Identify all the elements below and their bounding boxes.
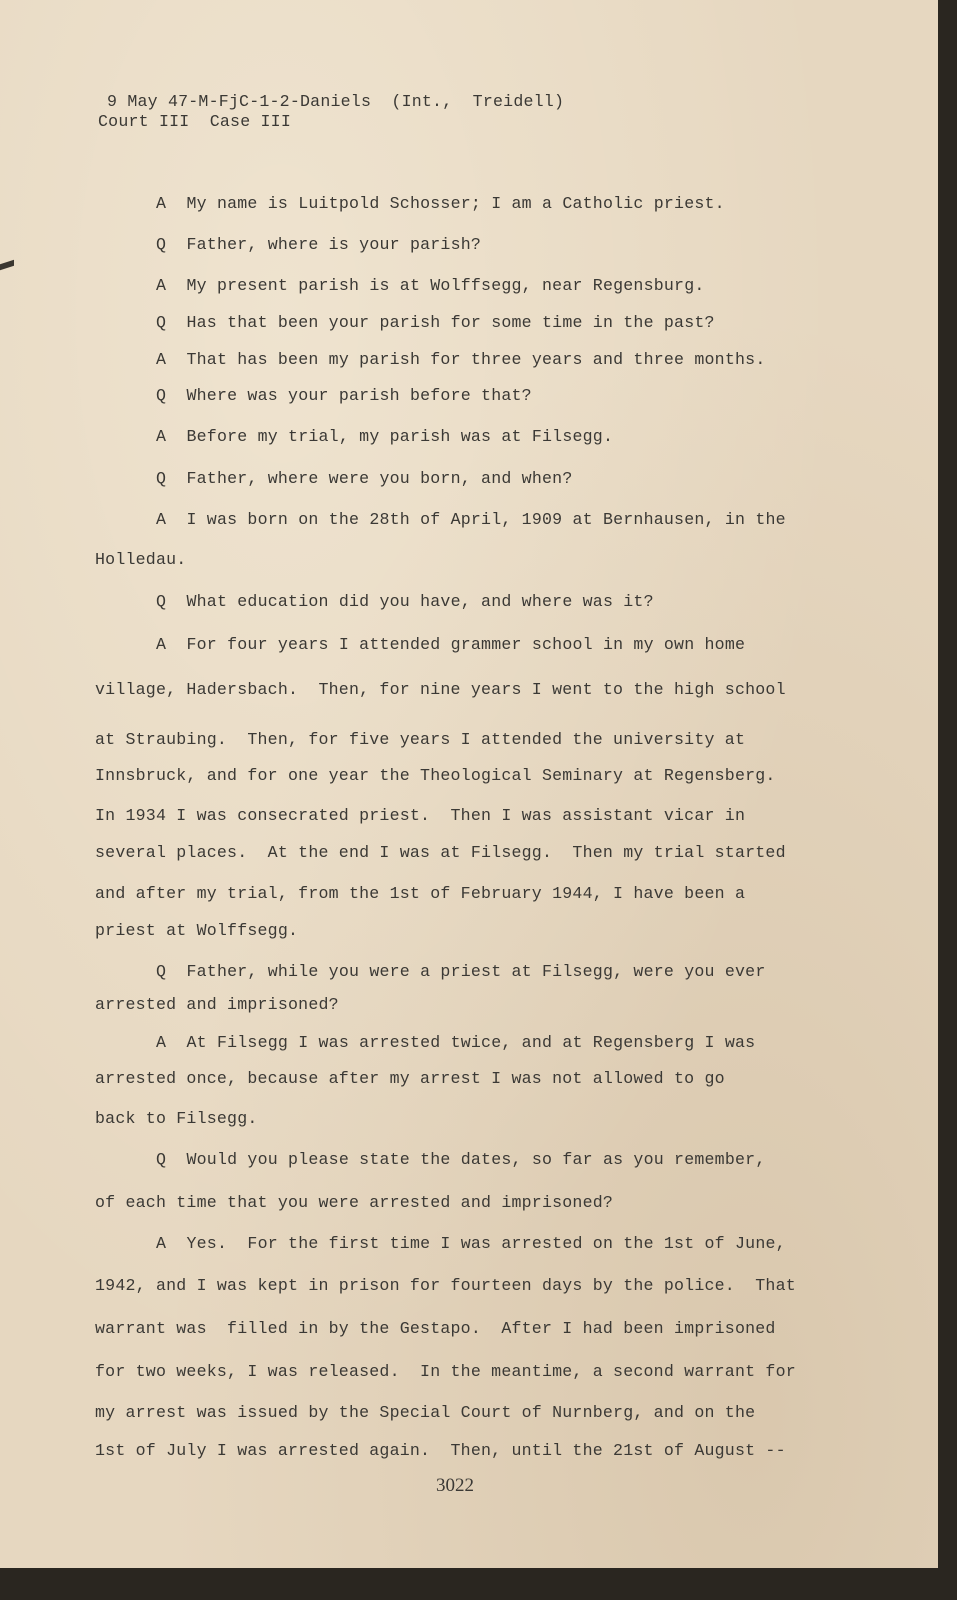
- header-line-1: 9 May 47-M-FjC-1-2-Daniels (Int., Treidell): [107, 92, 565, 111]
- transcript-line: 1st of July I was arrested again. Then, until the 21st of August --: [95, 1441, 786, 1460]
- margin-mark: [0, 260, 14, 271]
- transcript-line: back to Filsegg.: [95, 1109, 258, 1128]
- transcript-line: A That has been my parish for three years and three months.: [156, 350, 766, 369]
- transcript-line: Q Father, while you were a priest at Filsegg, were you ever: [156, 962, 766, 981]
- page-number: 3022: [436, 1475, 474, 1496]
- transcript-line: A Before my trial, my parish was at Filsegg.: [156, 427, 614, 446]
- transcript-line: arrested and imprisoned?: [95, 995, 339, 1014]
- transcript-line: Q Has that been your parish for some time in the past?: [156, 313, 715, 332]
- transcript-line: village, Hadersbach. Then, for nine years I went to the high school: [95, 680, 786, 699]
- transcript-line: A At Filsegg I was arrested twice, and at Regensberg I was: [156, 1033, 756, 1052]
- transcript-line: Q Where was your parish before that?: [156, 386, 532, 405]
- transcript-line: my arrest was issued by the Special Court of Nurnberg, and on the: [95, 1403, 756, 1422]
- transcript-line: Q What education did you have, and where was it?: [156, 592, 654, 611]
- transcript-line: Q Father, where were you born, and when?: [156, 469, 573, 488]
- transcript-line: several places. At the end I was at Filsegg. Then my trial started: [95, 843, 786, 862]
- transcript-line: Q Would you please state the dates, so far as you remember,: [156, 1150, 766, 1169]
- transcript-line: and after my trial, from the 1st of February 1944, I have been a: [95, 884, 746, 903]
- transcript-line: A My present parish is at Wolffsegg, near Regensburg.: [156, 276, 705, 295]
- transcript-line: of each time that you were arrested and imprisoned?: [95, 1193, 614, 1212]
- transcript-line: warrant was filled in by the Gestapo. After I had been imprisoned: [95, 1319, 776, 1338]
- transcript-line: 1942, and I was kept in prison for fourteen days by the police. That: [95, 1276, 796, 1295]
- transcript-line: Q Father, where is your parish?: [156, 235, 482, 254]
- transcript-line: arrested once, because after my arrest I was not allowed to go: [95, 1069, 725, 1088]
- transcript-line: A For four years I attended grammer school in my own home: [156, 635, 746, 654]
- transcript-line: Holledau.: [95, 550, 187, 569]
- transcript-line: priest at Wolffsegg.: [95, 921, 299, 940]
- transcript-line: for two weeks, I was released. In the meantime, a second warrant for: [95, 1362, 796, 1381]
- transcript-line: at Straubing. Then, for five years I attended the university at: [95, 730, 746, 749]
- transcript-line: Innsbruck, and for one year the Theological Seminary at Regensberg.: [95, 766, 776, 785]
- transcript-line: A Yes. For the first time I was arrested on the 1st of June,: [156, 1234, 786, 1253]
- header-line-2: Court III Case III: [98, 112, 291, 131]
- transcript-line: In 1934 I was consecrated priest. Then I was assistant vicar in: [95, 806, 746, 825]
- transcript-line: A My name is Luitpold Schosser; I am a Catholic priest.: [156, 194, 725, 213]
- transcript-line: A I was born on the 28th of April, 1909 at Bernhausen, in the: [156, 510, 786, 529]
